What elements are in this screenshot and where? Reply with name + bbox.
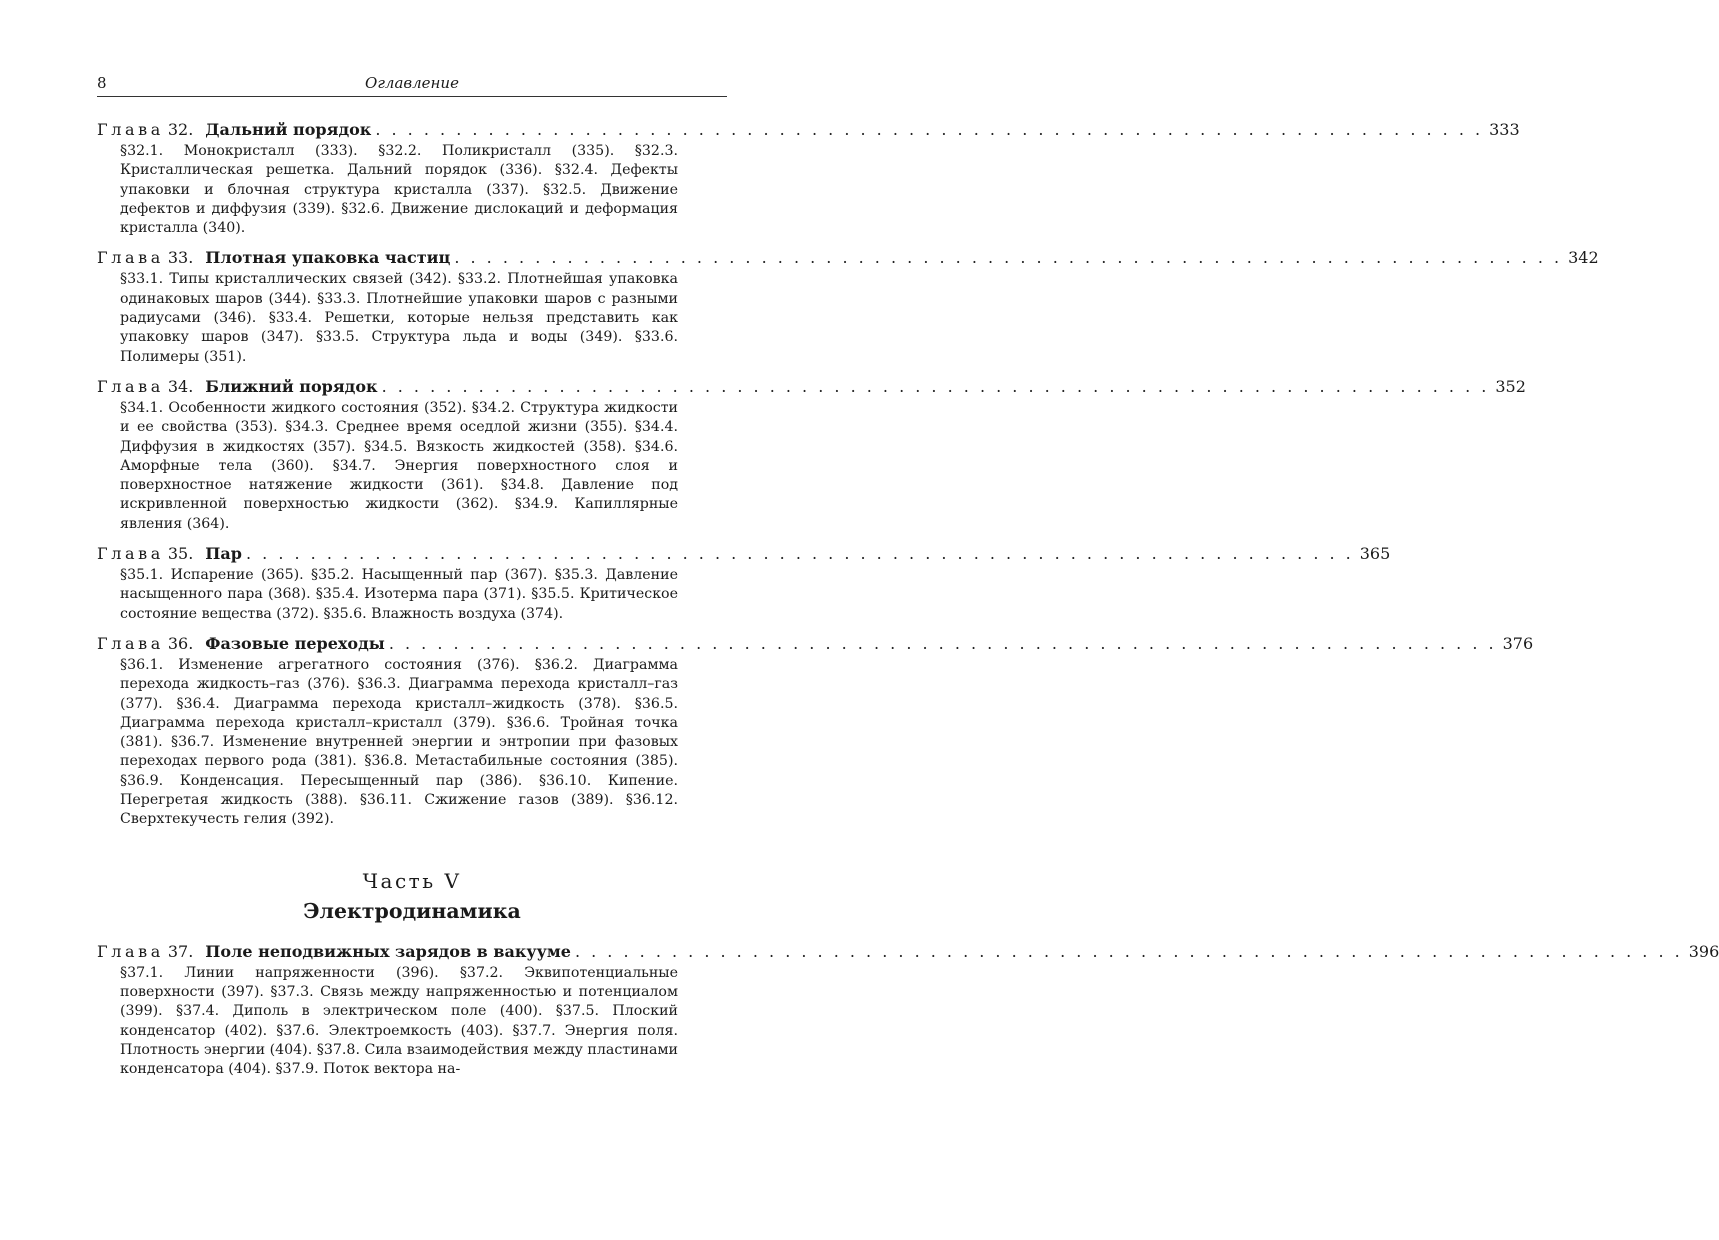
leader-dots: . . . . . . . . . . . . . . . . . . . . . . . . . . . . . . . . . . . . . . . . . . . . . . . . . . . . . . . . . . . . . . . . . . . . .: [245, 544, 1354, 564]
toc-chapter-36: [97, 632, 1534, 830]
chapter-label: Глава: [97, 376, 164, 396]
toc-chapter-37: [97, 940, 1719, 1080]
chapter-list-top: [97, 118, 1599, 830]
chapter-heading-line[interactable]: [97, 940, 1719, 964]
chapter-number: 37.: [167, 941, 194, 961]
chapter-sections: §36.1. Изменение агрегатного состояния (376). §36.2. Диаграмма перехода жидкость–газ (376). §36.3. Диаграмма перехода кристалл–газ (377). §36.4. Диаграмма перехода кристалл–жидкость (378). §36.5. Диаграмма перехода кристалл–кристалл (379). §36.6. Тройная точка (381). §36.7. Изменение внутренней энергии и энтропии при фазовых переходах первого рода (381). §36.8. Метастабильные состояния (385). §36.9. Конденсация. Пересыщенный пар (386). §36.10. Кипение. Перегретая жидкость (388). §36.11. Сжижение газов (389). §36.12. Сверхтекучесть гелия (392).: [120, 656, 678, 828]
leader-dots: . . . . . . . . . . . . . . . . . . . . . . . . . . . . . . . . . . . . . . . . . . . . . . . . . . . . . . . . . . . . . . . . . . . . .: [375, 120, 1484, 139]
chapter-sections: §34.1. Особенности жидкого состояния (352). §34.2. Структура жидкости и ее свойства (353). §34.3. Среднее время оседлой жизни (355). §34.4. Диффузия в жидкостях (357). §34.5. Вязкость жидкостей (358). §34.6. Аморфные тела (360). §34.7. Энергия поверхностного слоя и поверхностное натяжение жидкости (361). §34.8. Давление под искривленной поверхностью жидкости (362). §34.9. Капиллярные явления (364).: [120, 399, 678, 532]
chapter-page: 352: [1495, 376, 1526, 396]
leader-dots: . . . . . . . . . . . . . . . . . . . . . . . . . . . . . . . . . . . . . . . . . . . . . . . . . . . . . . . . . . . . . . . . . . . . .: [574, 941, 1683, 961]
chapter-heading-line[interactable]: [97, 632, 1534, 656]
chapter-page: 365: [1359, 544, 1391, 564]
chapter-title: Пар: [205, 544, 242, 564]
chapter-page: 333: [1489, 120, 1520, 139]
chapter-label: Глава: [97, 544, 164, 564]
toc-chapter-32: [97, 118, 1520, 238]
table-of-contents: [97, 118, 1719, 1087]
chapter-label: Глава: [97, 941, 164, 961]
chapter-sections: §35.1. Испарение (365). §35.2. Насыщенный пар (367). §35.3. Давление насыщенного пара (368). §35.4. Изотерма пара (371). §35.5. Критическое состояние вещества (372). §35.6. Влажность воздуха (374).: [120, 567, 678, 622]
page-number: 8: [97, 74, 107, 92]
chapter-heading-line[interactable]: [97, 375, 1526, 399]
chapter-title: Фазовые переходы: [205, 633, 385, 653]
chapter-label: Глава: [97, 120, 164, 139]
toc-chapter-35: [97, 542, 1391, 624]
chapter-title: Плотная упаковка частиц: [205, 248, 451, 268]
part-heading: [97, 866, 727, 926]
running-header: [97, 74, 727, 97]
running-title: Оглавление: [365, 74, 459, 92]
chapter-title: Дальний порядок: [205, 120, 372, 139]
chapter-heading-line[interactable]: [97, 246, 1599, 270]
chapter-page: 376: [1502, 633, 1534, 653]
chapter-number: 34.: [167, 376, 194, 396]
chapter-number: 36.: [167, 633, 194, 653]
chapter-label: Глава: [97, 633, 164, 653]
chapter-number: 35.: [167, 544, 194, 564]
leader-dots: . . . . . . . . . . . . . . . . . . . . . . . . . . . . . . . . . . . . . . . . . . . . . . . . . . . . . . . . . . . . . . . . . . . . .: [388, 633, 1497, 653]
leader-dots: . . . . . . . . . . . . . . . . . . . . . . . . . . . . . . . . . . . . . . . . . . . . . . . . . . . . . . . . . . . . . . . . . . . . .: [454, 248, 1563, 268]
chapter-page: 342: [1568, 248, 1599, 268]
part-title: Электродинамика: [303, 898, 521, 923]
chapter-title: Ближний порядок: [205, 376, 378, 396]
chapter-heading-line[interactable]: [97, 118, 1520, 142]
chapter-heading-line[interactable]: [97, 542, 1391, 566]
toc-chapter-33: [97, 246, 1599, 366]
chapter-label: Глава: [97, 248, 164, 268]
part-label: Часть V: [362, 868, 462, 893]
chapter-number: 33.: [167, 248, 194, 268]
leader-dots: . . . . . . . . . . . . . . . . . . . . . . . . . . . . . . . . . . . . . . . . . . . . . . . . . . . . . . . . . . . . . . . . . . . . .: [381, 376, 1490, 396]
chapter-sections: §33.1. Типы кристаллических связей (342). §33.2. Плотнейшая упаковка одинаковых шаров (344). §33.3. Плотнейшие упаковки шаров с разными радиусами (346). §33.4. Решетки, которые нельзя представить как упаковку шаров (347). §33.5. Структура льда и воды (349). §33.6. Полимеры (351).: [120, 271, 678, 365]
toc-chapter-34: [97, 375, 1526, 534]
chapter-page: 396: [1688, 941, 1719, 961]
chapter-list-bottom: [97, 940, 1719, 1080]
chapter-number: 32.: [167, 120, 194, 139]
chapter-sections: §32.1. Монокристалл (333). §32.2. Поликристалл (335). §32.3. Кристаллическая решетка. Дальний порядок (336). §32.4. Дефекты упаковки и блочная структура кристалла (337). §32.5. Движение дефектов и диффузия (339). §32.6. Движение дислокаций и деформация кристалла (340).: [120, 143, 678, 237]
chapter-sections: §37.1. Линии напряженности (396). §37.2. Эквипотенциальные поверхности (397). §37.3. Связь между напряженностью и потенциалом (399). §37.4. Диполь в электрическом поле (400). §37.5. Плоский конденсатор (402). §37.6. Электроемкость (403). §37.7. Энергия поля. Плотность энергии (404). §37.8. Сила взаимодействия между пластинами конденсатора (404). §37.9. Поток вектора на-: [120, 964, 678, 1078]
chapter-title: Поле неподвижных зарядов в вакууме: [205, 941, 571, 961]
